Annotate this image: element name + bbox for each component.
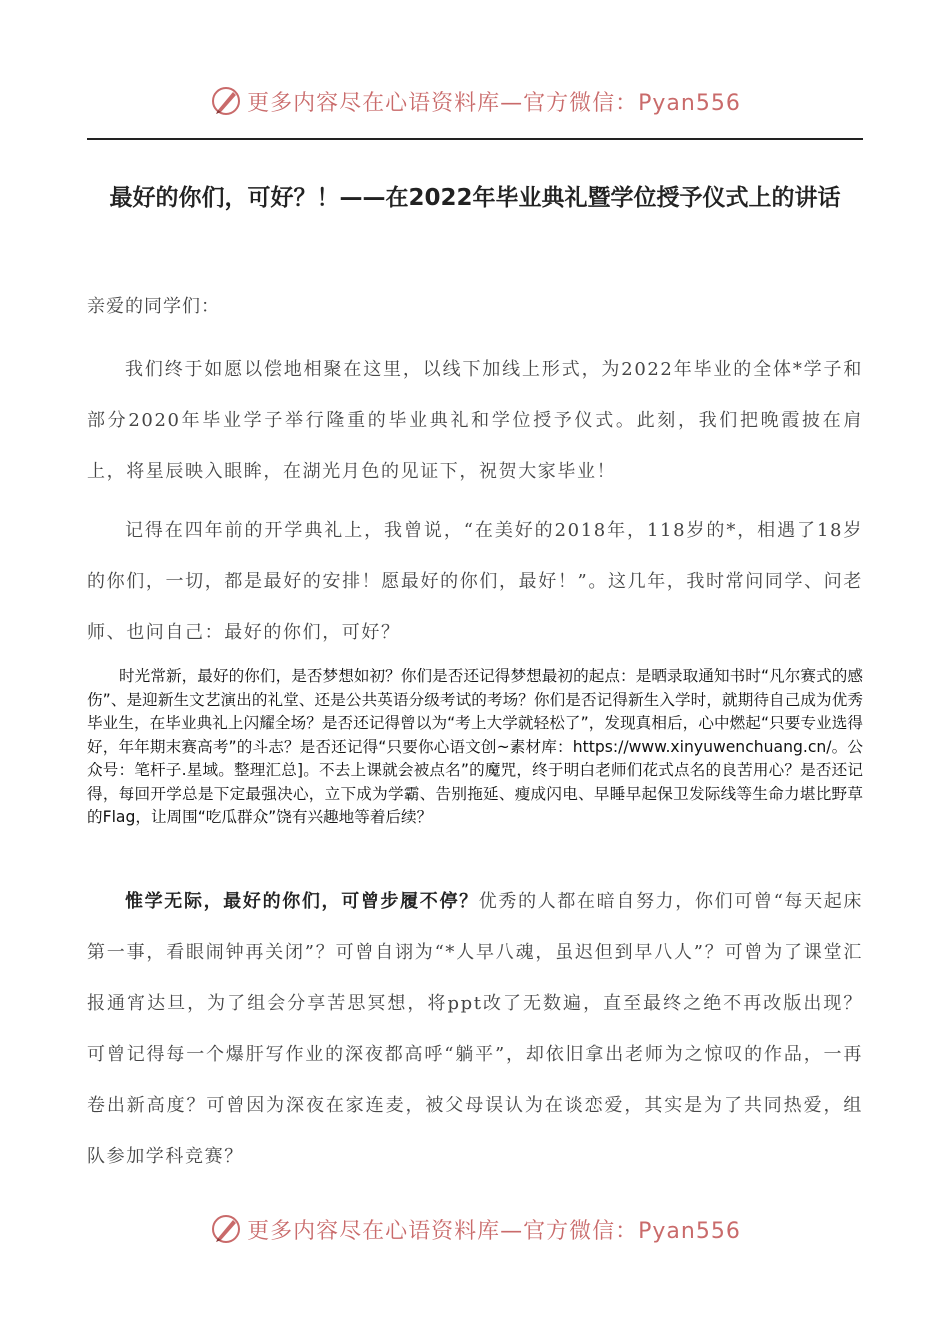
footer-banner-text: 更多内容尽在心语资料库—官方微信：Pyan556 bbox=[247, 1218, 741, 1244]
greeting: 亲爱的同学们： bbox=[87, 296, 220, 317]
header-banner bbox=[0, 84, 950, 118]
paragraph-4-body: 优秀的人都在暗自努力，你们可曾“每天起床第一事，看眼闹钟再关闭”？可曾自诩为“*人早八魂，虽迟但到早八人”？可曾为了课堂汇报通宵达旦，为了组会分享苦思冥想，将ppt改了无数遍，直至最终之绝不再改版出现？可曾记得每一个爆肝写作业的深夜都高呼“躺平”，却依旧拿出老师为之惊叹的作品，一再卷出新高度？可曾因为深夜在家连麦，被父母误认为在谈恋爱，其实是为了共同热爱，组队参加学科竞赛？ bbox=[87, 891, 863, 1167]
document-title: 最好的你们，可好？！——在2022年毕业典礼暨学位授予仪式上的讲话 bbox=[109, 185, 841, 211]
paragraph-3: 时光常新，最好的你们，是否梦想如初？你们是否还记得梦想最初的起点：是晒录取通知书时“凡尔赛式的感伤”、是迎新生文艺演出的礼堂、还是公共英语分级考试的考场？你们是否记得新生入学时，就期待自己成为优秀毕业生，在毕业典礼上闪耀全场？是否还记得曾以为“考上大学就轻松了”，发现真相后，心中燃起“只要专业选得好，年年期末赛高考”的斗志？是否还记得“只要你心语文创~素材库：https://www.xinyuwenchuang.cn/。公众号：笔杆子.星域。整理汇总]。不去上课就会被点名”的魔咒，终于明白老师们花式点名的良苦用心？是否还记得，每回开学总是下定最强决心，立下成为学霸、告别拖延、瘦成闪电、早睡早起保卫发际线等生命力堪比野草的Flag，让周围“吃瓜群众”饶有兴趣地等着后续？ bbox=[87, 667, 863, 826]
header-banner-text: 更多内容尽在心语资料库—官方微信：Pyan556 bbox=[247, 90, 741, 116]
paragraph-2: 记得在四年前的开学典礼上，我曾说，“在美好的2018年，118岁的*，相遇了18岁的你们，一切，都是最好的安排！愿最好的你们，最好！”。这几年，我时常问同学、问老师、也问自己：最好的你们，可好？ bbox=[87, 520, 863, 643]
paragraph-1: 我们终于如愿以偿地相聚在这里，以线下加线上形式，为2022年毕业的全体*学子和部分2020年毕业学子举行隆重的毕业典礼和学位授予仪式。此刻，我们把晚霞披在肩上，将星辰映入眼眸，在湖光月色的见证下，祝贺大家毕业！ bbox=[87, 359, 863, 482]
footer-banner bbox=[0, 1212, 950, 1246]
header-divider bbox=[87, 138, 863, 140]
pen-logo-icon bbox=[209, 1212, 243, 1246]
paragraph-4-lead: 惟学无际，最好的你们，可曾步履不停？ bbox=[125, 891, 479, 912]
paragraph-4 bbox=[87, 876, 863, 1182]
pen-logo-icon bbox=[209, 84, 243, 118]
